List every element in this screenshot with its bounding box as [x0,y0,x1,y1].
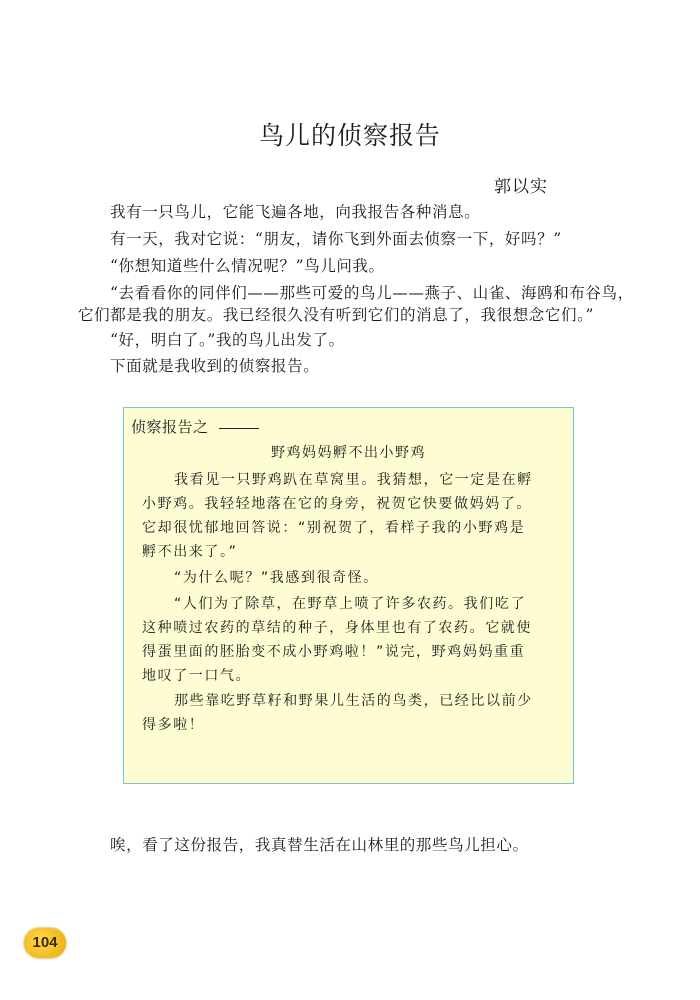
report-title: 野鸡妈妈孵不出小野鸡 [271,445,426,461]
paragraph-4-line-2: 它们都是我的朋友。我已经很久没有听到它们的消息了，我很想念它们。” [78,306,594,324]
report-box [123,407,574,784]
report-heading-dash [219,428,259,429]
paragraph-4-line-1: “去看看你的同伴们——那些可爱的鸟儿——燕子、山雀、海鸥和布谷鸟， [110,284,634,302]
report-line-6: “人们为了除草，在野草上喷了许多农药。我们吃了 [174,596,527,612]
paragraph-1: 我有一只鸟儿，它能飞遍各地，向我报告各种消息。 [110,203,481,221]
report-heading-text: 侦察报告之 [131,418,209,436]
paragraph-3: “你想知道些什么情况呢？”鸟儿问我。 [110,257,385,275]
paragraph-6: 下面就是我收到的侦察报告。 [110,357,320,375]
report-line-9: 地叹了一口气。 [142,668,252,684]
report-line-7: 这种喷过农药的草结的种子，身体里也有了农药。它就使 [142,620,532,636]
report-line-2: 小野鸡。我轻轻地落在它的身旁，祝贺它快要做妈妈了。 [142,496,532,512]
paragraph-2: 有一天，我对它说：“朋友，请你飞到外面去侦察一下，好吗？” [110,230,562,248]
article-title: 鸟儿的侦察报告 [258,121,441,150]
report-line-10: 那些靠吃野草籽和野果儿生活的鸟类，已经比以前少 [174,693,533,709]
report-line-5: “为什么呢？”我感到很奇怪。 [174,570,379,586]
report-line-8: 得蛋里面的胚胎变不成小野鸡啦！”说完，野鸡妈妈重重 [142,644,526,660]
report-line-11: 得多啦！ [142,717,205,733]
page-number-badge: 104 [24,928,66,958]
closing-paragraph: 唉，看了这份报告，我真替生活在山林里的那些鸟儿担心。 [110,836,529,854]
report-heading [131,416,259,437]
report-line-4: 孵不出来了。” [142,544,238,560]
report-line-1: 我看见一只野鸡趴在草窝里。我猜想，它一定是在孵 [174,472,533,488]
report-line-3: 它却很忧郁地回答说：“别祝贺了，看样子我的小野鸡是 [142,520,526,536]
paragraph-5: “好，明白了。”我的鸟儿出发了。 [110,331,345,349]
article-author: 郭以实 [494,177,548,197]
